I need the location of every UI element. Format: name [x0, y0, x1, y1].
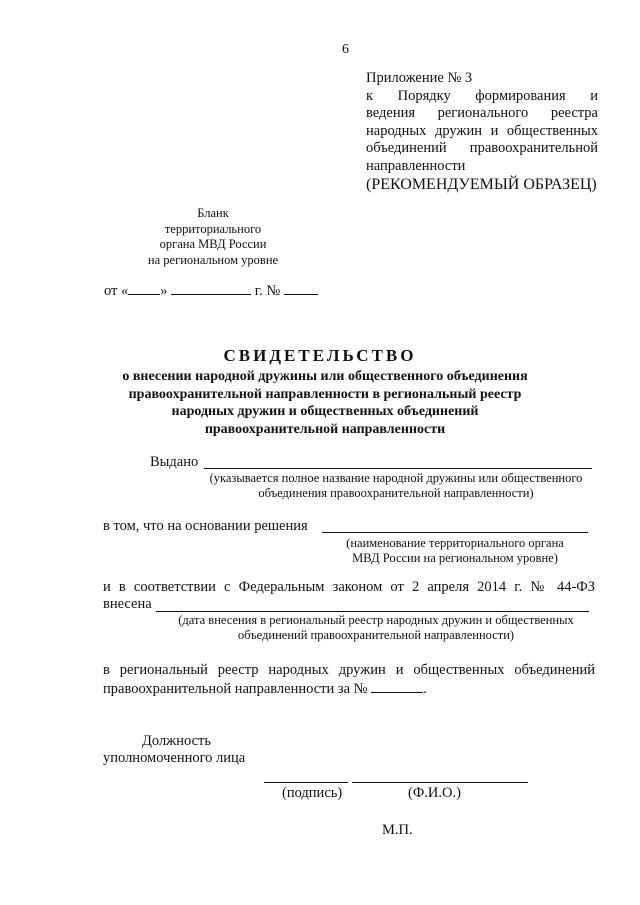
number-blank [284, 282, 318, 295]
hint-line: объединений правоохранительной направленности) [237, 628, 515, 642]
appendix-line: объединений правоохранительной [366, 140, 598, 156]
date-line [104, 282, 318, 300]
hint-line: МВД России на региональном уровне) [352, 551, 558, 565]
blank-line: территориального [164, 221, 262, 236]
registry-line: в региональный реестр народных дружин и общественных объединений [103, 662, 595, 678]
month-blank [171, 282, 251, 295]
position-label-2: уполномоченного лица [103, 750, 246, 766]
certificate-subtitle [100, 368, 550, 438]
appendix-line: направленности [366, 157, 466, 174]
position-label: Должность [142, 733, 211, 749]
issued-fill-line [204, 468, 592, 469]
law-line: и в соответствии с Федеральным законом от 2 апреля 2014 г. № 44-ФЗ [103, 579, 595, 595]
registry-number-blank [371, 680, 423, 693]
issued-hint [196, 471, 596, 501]
hint-line: (дата внесения в региональный реестр народных дружин и общественных [178, 613, 574, 627]
sample-note: (РЕКОМЕНДУЕМЫЙ ОБРАЗЕЦ) [366, 176, 597, 193]
appendix-title: Приложение № 3 [366, 70, 473, 86]
appendix-line: народных дружин и общественных [366, 122, 598, 139]
blank-line: Бланк [197, 206, 229, 220]
hint-line: (наименование территориального органа [346, 536, 564, 550]
subtitle-line: народных дружин и общественных объединений [171, 404, 479, 419]
entered-hint [160, 613, 592, 643]
issued-label: Выдано [150, 454, 199, 470]
name-hint: (Ф.И.О.) [408, 785, 461, 801]
blank-line: на региональном уровне [147, 252, 279, 267]
certificate-title: СВИДЕТЕЛЬСТВО [223, 346, 417, 365]
blank-line: органа МВД России [159, 237, 267, 251]
signature-line [264, 782, 348, 783]
name-line [352, 782, 528, 783]
decision-hint [322, 536, 588, 566]
entered-label: внесена [103, 596, 152, 612]
registry-number-line [103, 680, 427, 698]
entered-fill-line [156, 611, 589, 612]
hint-line: (указывается полное название народной дружины или общественного [209, 471, 583, 485]
date-quote-close: » [160, 283, 168, 299]
hint-line: объединения правоохранительной направленности) [258, 486, 534, 500]
date-from-label: от « [104, 283, 129, 299]
registry-number-label: правоохранительной направленности за № [103, 681, 368, 697]
decision-fill-line [322, 532, 588, 533]
page-number: 6 [342, 42, 349, 57]
appendix-line: ведения регионального реестра [366, 105, 598, 121]
subtitle-line: о внесении народной дружины или общественного объединения [122, 369, 528, 384]
number-label: г. № [254, 283, 281, 299]
appendix-block [366, 70, 598, 194]
day-blank [128, 282, 160, 295]
appendix-line: к Порядку формирования и [366, 87, 598, 104]
letterhead-blank [118, 206, 308, 268]
registry-period: . [423, 681, 427, 697]
decision-label: в том, что на основании решения [103, 518, 308, 534]
subtitle-line: правоохранительной направленности [204, 421, 446, 437]
signature-hint: (подпись) [282, 785, 343, 801]
subtitle-line: правоохранительной направленности в региональный реестр [128, 386, 522, 402]
stamp-place: М.П. [382, 822, 413, 838]
